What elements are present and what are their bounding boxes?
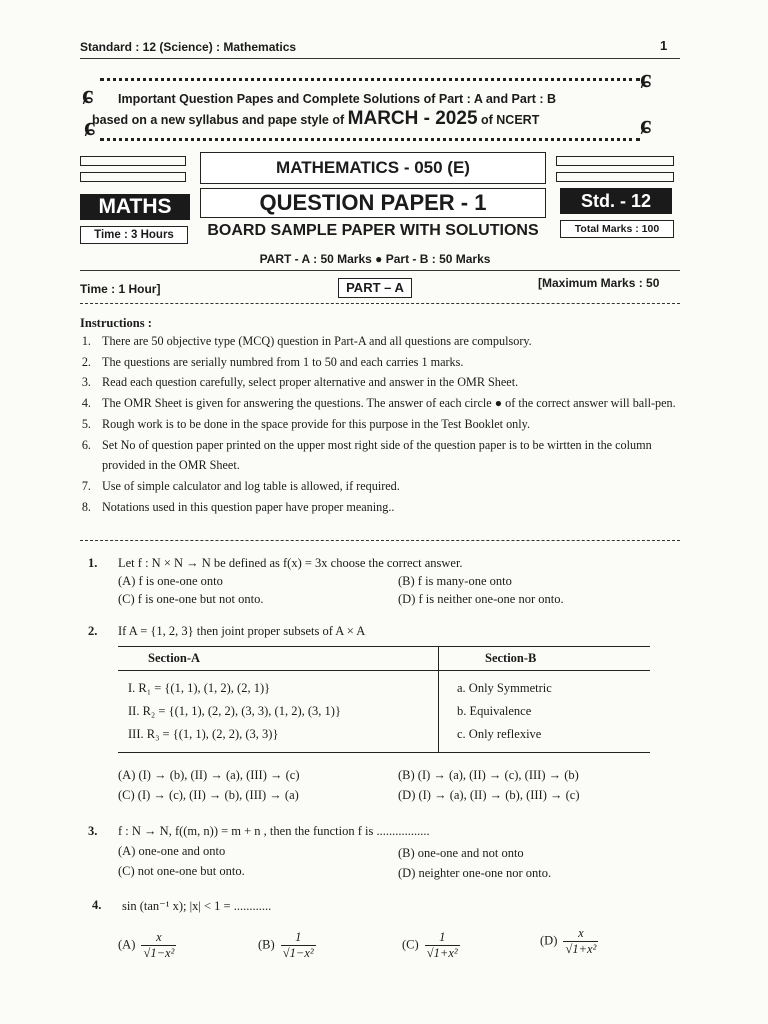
q3-option-b: (B) one-one and not onto bbox=[398, 846, 524, 860]
denominator: √1+x² bbox=[426, 946, 458, 960]
q2-option-a: (A) (I) → (b), (II) → (a), (III) → (c) bbox=[118, 768, 300, 782]
title-rule bbox=[80, 270, 680, 271]
instruction-item: 1. There are 50 objective type (MCQ) question in Part-A and all questions are compulsory. bbox=[94, 331, 694, 352]
dashed-rule-1 bbox=[80, 303, 680, 304]
banner-exam-date: MARCH - 2025 bbox=[347, 108, 478, 129]
denominator: √1+x² bbox=[565, 942, 597, 956]
instruction-item: 4. The OMR Sheet is given for answering the questions. The answer of each circle ● of the correct answer will ball-pen. bbox=[94, 393, 694, 414]
dashed-rule-2 bbox=[80, 540, 680, 541]
running-header: Standard : 12 (Science) : Mathematics bbox=[80, 40, 297, 54]
q1-option-d: (D) f is neither one-one nor onto. bbox=[398, 592, 564, 606]
swirl-ornament-left-top: ɕ bbox=[82, 80, 94, 109]
banner-line-1: Important Question Papes and Complete Solutions of Part : A and Part : B bbox=[118, 92, 557, 106]
fraction bbox=[141, 930, 176, 961]
dotted-border-bottom bbox=[100, 138, 640, 141]
fraction bbox=[425, 930, 460, 961]
q1-option-c: (C) f is one-one but not onto. bbox=[118, 592, 264, 606]
parts-marks-line: PART - A : 50 Marks ● Part - B : 50 Marks bbox=[259, 252, 491, 266]
q2-option-d: (D) (I) → (a), (II) → (b), (III) → (c) bbox=[398, 788, 580, 802]
swirl-ornament-left-bottom: ɕ bbox=[84, 112, 96, 141]
option-label: (B) bbox=[258, 937, 275, 952]
instruction-item: 8. Notations used in this question paper have proper meaning.. bbox=[94, 497, 694, 518]
instruction-item: 2. The questions are serially numbred from 1 to 50 and each carries 1 marks. bbox=[94, 352, 694, 373]
match-left-cell: II. R₂ = {(1, 1), (2, 2), (3, 3), (1, 2), (3, 1)} bbox=[128, 704, 341, 718]
time-box: Time : 3 Hours bbox=[80, 226, 188, 244]
dotted-border-top bbox=[100, 78, 640, 81]
q4-option-b bbox=[258, 930, 319, 961]
side-box-right-1 bbox=[556, 156, 674, 166]
match-col-a-header: Section-A bbox=[118, 647, 439, 671]
match-left-cell: I. R₁ = {(1, 1), (1, 2), (2, 1)} bbox=[128, 681, 271, 695]
question-number: 2. bbox=[88, 624, 98, 638]
swirl-ornament-right-bottom: ɕ bbox=[640, 110, 652, 139]
total-marks-box: Total Marks : 100 bbox=[560, 220, 674, 238]
option-label: (D) bbox=[540, 933, 558, 948]
q1-option-a: (A) f is one-one onto bbox=[118, 574, 223, 588]
match-table bbox=[118, 646, 650, 753]
numerator: x bbox=[141, 930, 176, 946]
q2-option-c: (C) (I) → (c), (II) → (b), (III) → (a) bbox=[118, 788, 299, 802]
maths-label: MATHS bbox=[80, 194, 190, 220]
question-text: If A = {1, 2, 3} then joint proper subsets of A × A bbox=[118, 624, 366, 638]
banner-line-2 bbox=[92, 108, 652, 130]
instruction-item: 5. Rough work is to be done in the space provide for this purpose in the Test Booklet only. bbox=[94, 414, 694, 435]
paper-subtitle: BOARD SAMPLE PAPER WITH SOLUTIONS bbox=[207, 222, 539, 239]
match-right-cell: b. Equivalence bbox=[439, 700, 651, 723]
question-number: 3. bbox=[88, 824, 98, 838]
fraction bbox=[281, 930, 316, 961]
part-a-box: PART – A bbox=[338, 278, 412, 298]
table-row bbox=[118, 700, 650, 723]
side-box-right-2 bbox=[556, 172, 674, 182]
banner-line-2-post: of NCERT bbox=[481, 113, 540, 127]
question-1 bbox=[88, 556, 678, 571]
option-label: (A) bbox=[118, 937, 136, 952]
question-3 bbox=[88, 824, 678, 839]
instructions-heading: Instructions : bbox=[80, 316, 152, 330]
q4-option-a bbox=[118, 930, 179, 961]
q4-option-c bbox=[402, 930, 463, 961]
part-time: Time : 1 Hour] bbox=[80, 282, 161, 296]
match-left-cell: III. R₃ = {(1, 1), (2, 2), (3, 3)} bbox=[118, 723, 439, 753]
q1-option-b: (B) f is many-one onto bbox=[398, 574, 512, 588]
question-4 bbox=[92, 898, 682, 914]
header-rule bbox=[80, 58, 680, 59]
paper-title-box: QUESTION PAPER - 1 bbox=[200, 188, 546, 218]
denominator: √1−x² bbox=[143, 946, 175, 960]
match-right-cell: c. Only reflexive bbox=[439, 723, 651, 753]
banner-line-2-pre: based on a new syllabus and pape style of bbox=[92, 113, 345, 127]
q3-option-d: (D) neighter one-one nor onto. bbox=[398, 866, 552, 880]
question-number: 1. bbox=[88, 556, 98, 570]
page-number: 1 bbox=[660, 38, 668, 53]
question-text: Let f : N × N → N be defined as f(x) = 3x choose the correct answer. bbox=[118, 556, 463, 570]
denominator: √1−x² bbox=[282, 946, 314, 960]
option-label: (C) bbox=[402, 937, 419, 952]
table-row bbox=[118, 723, 650, 753]
table-row bbox=[118, 671, 650, 701]
subject-code-box: MATHEMATICS - 050 (E) bbox=[200, 152, 546, 184]
side-box-left-1 bbox=[80, 156, 186, 166]
numerator: x bbox=[563, 926, 598, 942]
std-label: Std. - 12 bbox=[560, 188, 672, 214]
question-text: f : N → N, f((m, n)) = m + n , then the function f is ................. bbox=[118, 824, 430, 838]
instruction-item: 3. Read each question carefully, select proper alternative and answer in the OMR Sheet. bbox=[94, 372, 694, 393]
side-box-left-2 bbox=[80, 172, 186, 182]
instruction-item: 6. Set No of question paper printed on the upper most right side of the question paper is to be wirtten in the column provided in the OMR Sheet. bbox=[94, 435, 694, 476]
question-2 bbox=[88, 624, 678, 639]
q3-option-a: (A) one-one and onto bbox=[118, 844, 226, 858]
part-max-marks: [Maximum Marks : 50 bbox=[538, 276, 660, 290]
match-right-cell: a. Only Symmetric bbox=[439, 671, 651, 701]
swirl-ornament-right-top: ɕ bbox=[640, 64, 652, 93]
question-number: 4. bbox=[92, 898, 102, 912]
numerator: 1 bbox=[425, 930, 460, 946]
question-text: sin (tan⁻¹ x); |x| < 1 = ............ bbox=[122, 899, 272, 913]
q2-option-b: (B) (I) → (a), (II) → (c), (III) → (b) bbox=[398, 768, 579, 782]
numerator: 1 bbox=[281, 930, 316, 946]
fraction bbox=[563, 926, 598, 957]
q3-option-c: (C) not one-one but onto. bbox=[118, 864, 245, 878]
instructions-list bbox=[80, 331, 694, 517]
q4-option-d bbox=[540, 926, 601, 957]
match-col-b-header: Section-B bbox=[439, 647, 651, 671]
instruction-item: 7. Use of simple calculator and log table is allowed, if required. bbox=[94, 476, 694, 497]
